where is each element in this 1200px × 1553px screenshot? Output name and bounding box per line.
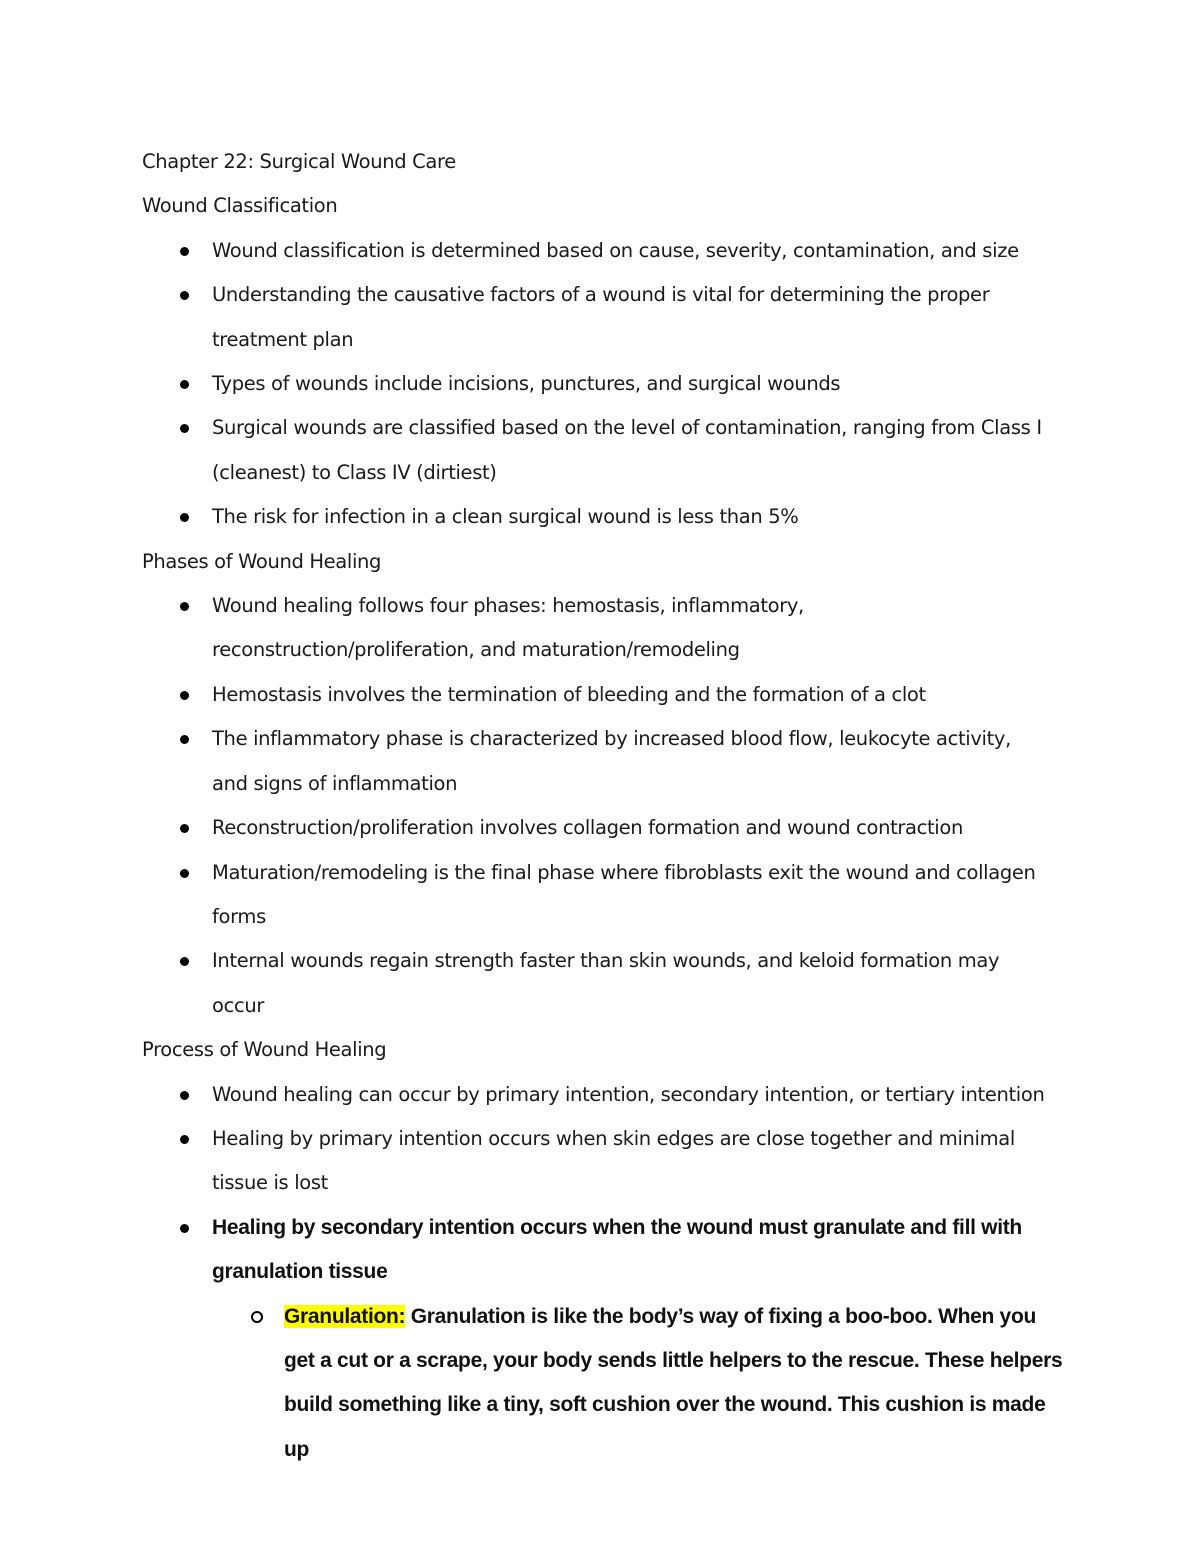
bullet-item: Wound healing follows four phases: hemostasis, inflammatory, reconstruction/proliferation, and maturation/remodeling (142, 584, 1072, 673)
section-heading-process-of-wound-healing: Process of Wound Healing (142, 1038, 387, 1062)
bullet-item: Maturation/remodeling is the final phase where fibroblasts exit the wound and collagen forms (142, 851, 1072, 940)
bullet-item: Types of wounds include incisions, punctures, and surgical wounds (142, 362, 1072, 406)
bullet-item-bold: Healing by secondary intention occurs when the wound must granulate and fill with granulation tissue Granulation: Granulation is like the body’s way of fixing a boo-boo. When you get a cut or a scrape, your body sends little helpers to the rescue. These helpers build something like a tiny, soft cushion over the wound. This cushion is made up (142, 1206, 1072, 1472)
bullet-item: The risk for infection in a clean surgical wound is less than 5% (142, 495, 1072, 539)
bullet-item: Understanding the causative factors of a wound is vital for determining the proper treatment plan (142, 273, 1072, 362)
bullet-list-phases (142, 584, 1072, 1028)
bullet-item: Internal wounds regain strength faster than skin wounds, and keloid formation may occur (142, 939, 1072, 1028)
bullet-item: The inflammatory phase is characterized by increased blood flow, leukocyte activity, and signs of inflammation (142, 717, 1072, 806)
section-heading-phases-of-wound-healing: Phases of Wound Healing (142, 549, 382, 573)
bullet-item: Healing by primary intention occurs when skin edges are close together and minimal tissue is lost (142, 1117, 1072, 1206)
bullet-item: Hemostasis involves the termination of bleeding and the formation of a clot (142, 673, 1072, 717)
sub-bullet-item-granulation (212, 1295, 1072, 1473)
highlighted-term-granulation: Granulation: (284, 1304, 406, 1328)
section-heading-wound-classification: Wound Classification (142, 194, 338, 218)
bullet-item: Reconstruction/proliferation involves collagen formation and wound contraction (142, 806, 1072, 850)
granulation-explanation: Granulation is like the body’s way of fixing a boo-boo. When you get a cut or a scrape, your body sends little helpers to the rescue. These helpers build something like a tiny, soft cushion over the wound. This cushion is made up (284, 1304, 1063, 1461)
document-title: Chapter 22: Surgical Wound Care (142, 150, 456, 173)
bullet-list-process (142, 1073, 1072, 1473)
bullet-list-wound-classification (142, 229, 1072, 540)
bullet-item: Wound healing can occur by primary intention, secondary intention, or tertiary intention (142, 1073, 1072, 1117)
document-page (142, 140, 1072, 1472)
bullet-item: Wound classification is determined based on cause, severity, contamination, and size (142, 229, 1072, 273)
sub-bullet-list (212, 1295, 1072, 1473)
bullet-item: Surgical wounds are classified based on the level of contamination, ranging from Class I (cleanest) to Class IV (dirtiest) (142, 406, 1072, 495)
